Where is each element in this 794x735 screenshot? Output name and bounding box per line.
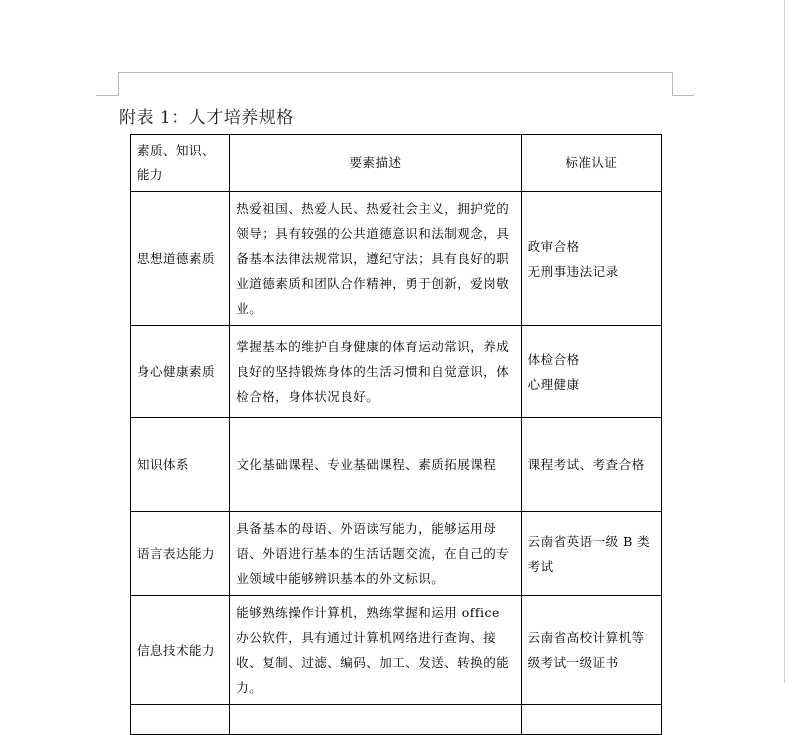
- cell-description: 掌握基本的维护自身健康的体育运动常识，养成良好的坚持锻炼身体的生活习惯和自觉意识，体检合格，身体状况良好。: [230, 326, 521, 418]
- header-quality: 素质、知识、能力: [131, 135, 230, 192]
- page-margin-line: [118, 72, 672, 73]
- cell-quality: 语言表达能力: [131, 512, 230, 596]
- margin-corner-mark: [118, 72, 119, 96]
- cell-standard: [521, 326, 661, 418]
- cell-description: 热爱祖国、热爱人民、热爱社会主义，拥护党的领导；具有较强的公共道德意识和法制观念，具备基本法律法规常识，遵纪守法；具有良好的职业道德素质和团队合作精神，勇于创新，爱岗敬业。: [230, 192, 521, 326]
- cell-standard: [521, 512, 661, 596]
- table-row: [131, 418, 662, 512]
- cell-standard: [521, 192, 661, 326]
- table-row: [131, 192, 662, 326]
- cell-description: 具备基本的母语、外语读写能力，能够运用母语、外语进行基本的生活话题交流，在自己的专业领域中能够辨识基本的外文标识。: [230, 512, 521, 596]
- standard-line: 课程考试、考查合格: [527, 457, 645, 472]
- cell-quality: 思想道德素质: [131, 192, 230, 326]
- cell-empty: [131, 705, 230, 735]
- standard-line: 政审合格: [527, 238, 580, 254]
- table-row: [131, 596, 662, 705]
- cell-empty: [521, 705, 661, 735]
- table-row: [131, 512, 662, 596]
- header-description: 要素描述: [230, 135, 521, 192]
- standard-line: 无刑事违法记录: [527, 263, 619, 279]
- cell-standard: [521, 418, 661, 512]
- standard-line: 云南省高校计算机等级考试一级证书: [527, 630, 645, 670]
- cell-quality: 信息技术能力: [131, 596, 230, 705]
- table-row: [131, 326, 662, 418]
- cell-description: 能够熟练操作计算机，熟练掌握和运用 office 办公软件，具有通过计算机网络进行查询、接收、复制、过滤、编码、加工、发送、转换的能力。: [230, 596, 521, 705]
- standard-line: 云南省英语一级 B 类考试: [527, 533, 651, 574]
- cell-description: 文化基础课程、专业基础课程、素质拓展课程: [230, 418, 521, 512]
- cell-empty: [230, 705, 521, 735]
- standard-line: 心理健康: [527, 376, 580, 392]
- table-header-row: [131, 135, 662, 192]
- margin-corner-mark: [96, 95, 118, 96]
- cell-standard: [521, 596, 661, 705]
- header-standard: 标准认证: [521, 135, 661, 192]
- standard-line: 体检合格: [527, 351, 580, 367]
- document-title: 附表 1：人才培养规格: [119, 108, 294, 128]
- margin-corner-mark: [672, 72, 673, 96]
- cell-quality: 知识体系: [131, 418, 230, 512]
- table-row-partial: [131, 705, 662, 735]
- cell-quality: 身心健康素质: [131, 326, 230, 418]
- page-edge: [784, 0, 785, 683]
- margin-corner-mark: [672, 95, 694, 96]
- talent-spec-table: [130, 134, 662, 735]
